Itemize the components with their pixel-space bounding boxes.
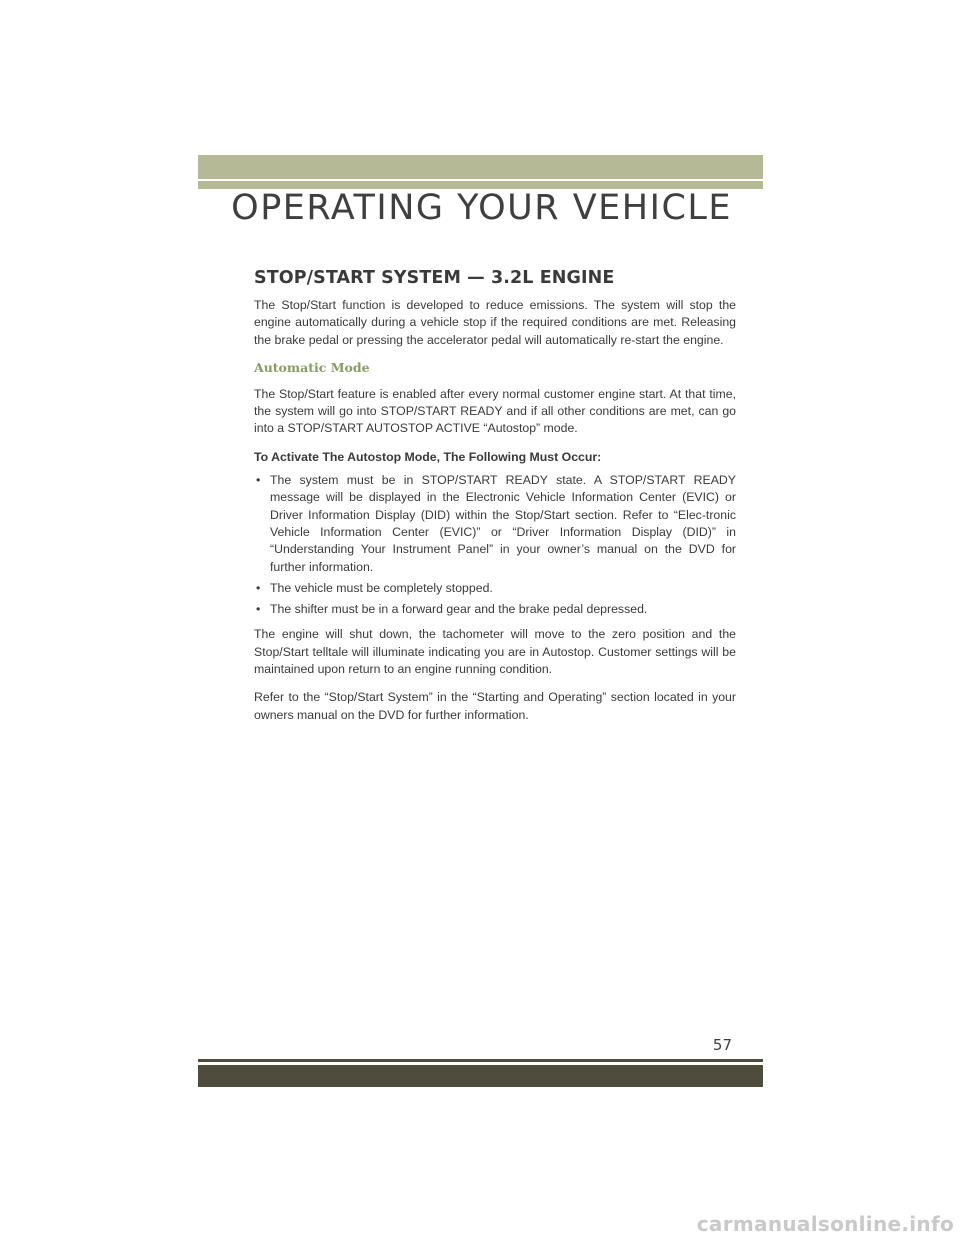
shutdown-paragraph: The engine will shut down, the tachometer will move to the zero position and the Stop/Start telltale will illuminate indicating you are in Autostop. Customer settings will be maintained upon return to an engine running condition. — [254, 627, 736, 677]
bullet-icon: • — [256, 602, 261, 617]
activate-heading: To Activate The Autostop Mode, The Following Must Occur: — [254, 449, 602, 464]
watermark: carmanualsonline.info — [696, 1212, 954, 1236]
list-item — [254, 601, 736, 618]
bullet-icon: • — [256, 473, 261, 488]
footer-bar — [198, 1065, 763, 1087]
list-item-text: The shifter must be in a forward gear and the brake pedal depressed. — [270, 602, 648, 617]
subheading-automatic-mode: Automatic Mode — [254, 359, 370, 375]
bullet-icon: • — [256, 580, 261, 595]
automatic-mode-paragraph: The Stop/Start feature is enabled after every normal customer engine start. At that time, the system will go into STOP/START READY and if all other conditions are met, can go into a STOP/START AUTOSTOP ACTIVE “Autostop” mode. — [254, 386, 736, 436]
list-item — [254, 580, 736, 597]
refer-paragraph: Refer to the “Stop/Start System” in the “Starting and Operating” section located in your owners manual on the DVD for further information. — [254, 690, 736, 722]
list-item-text: The vehicle must be completely stopped. — [270, 580, 493, 595]
list-item — [254, 472, 736, 576]
list-item-text: The system must be in STOP/START READY state. A STOP/START READY message will be displayed in the Electronic Vehicle Information Center (EVIC) or Driver Information Display (DID) within the Stop/Start section. Refer to “Elec-tronic Vehicle Information Center (EVIC)” or “Driver Information Display (DID)” in “Understanding Your Instrument Panel” in your owner’s manual on the DVD for further information. — [270, 473, 736, 574]
requirements-list — [254, 472, 736, 618]
intro-paragraph: The Stop/Start function is developed to reduce emissions. The system will stop the engine automatically during a vehicle stop if the required conditions are met. Releasing the brake pedal or pressing the accelerator pedal will automatically re-start the engine. — [254, 298, 736, 347]
page-number: 57 — [712, 1036, 732, 1054]
footer-line — [198, 1059, 763, 1062]
main-heading: STOP/START SYSTEM — 3.2L ENGINE — [254, 268, 615, 288]
header-accent-bar — [198, 155, 763, 179]
section-title: OPERATING YOUR VEHICLE — [231, 188, 732, 228]
page-content — [254, 268, 736, 735]
